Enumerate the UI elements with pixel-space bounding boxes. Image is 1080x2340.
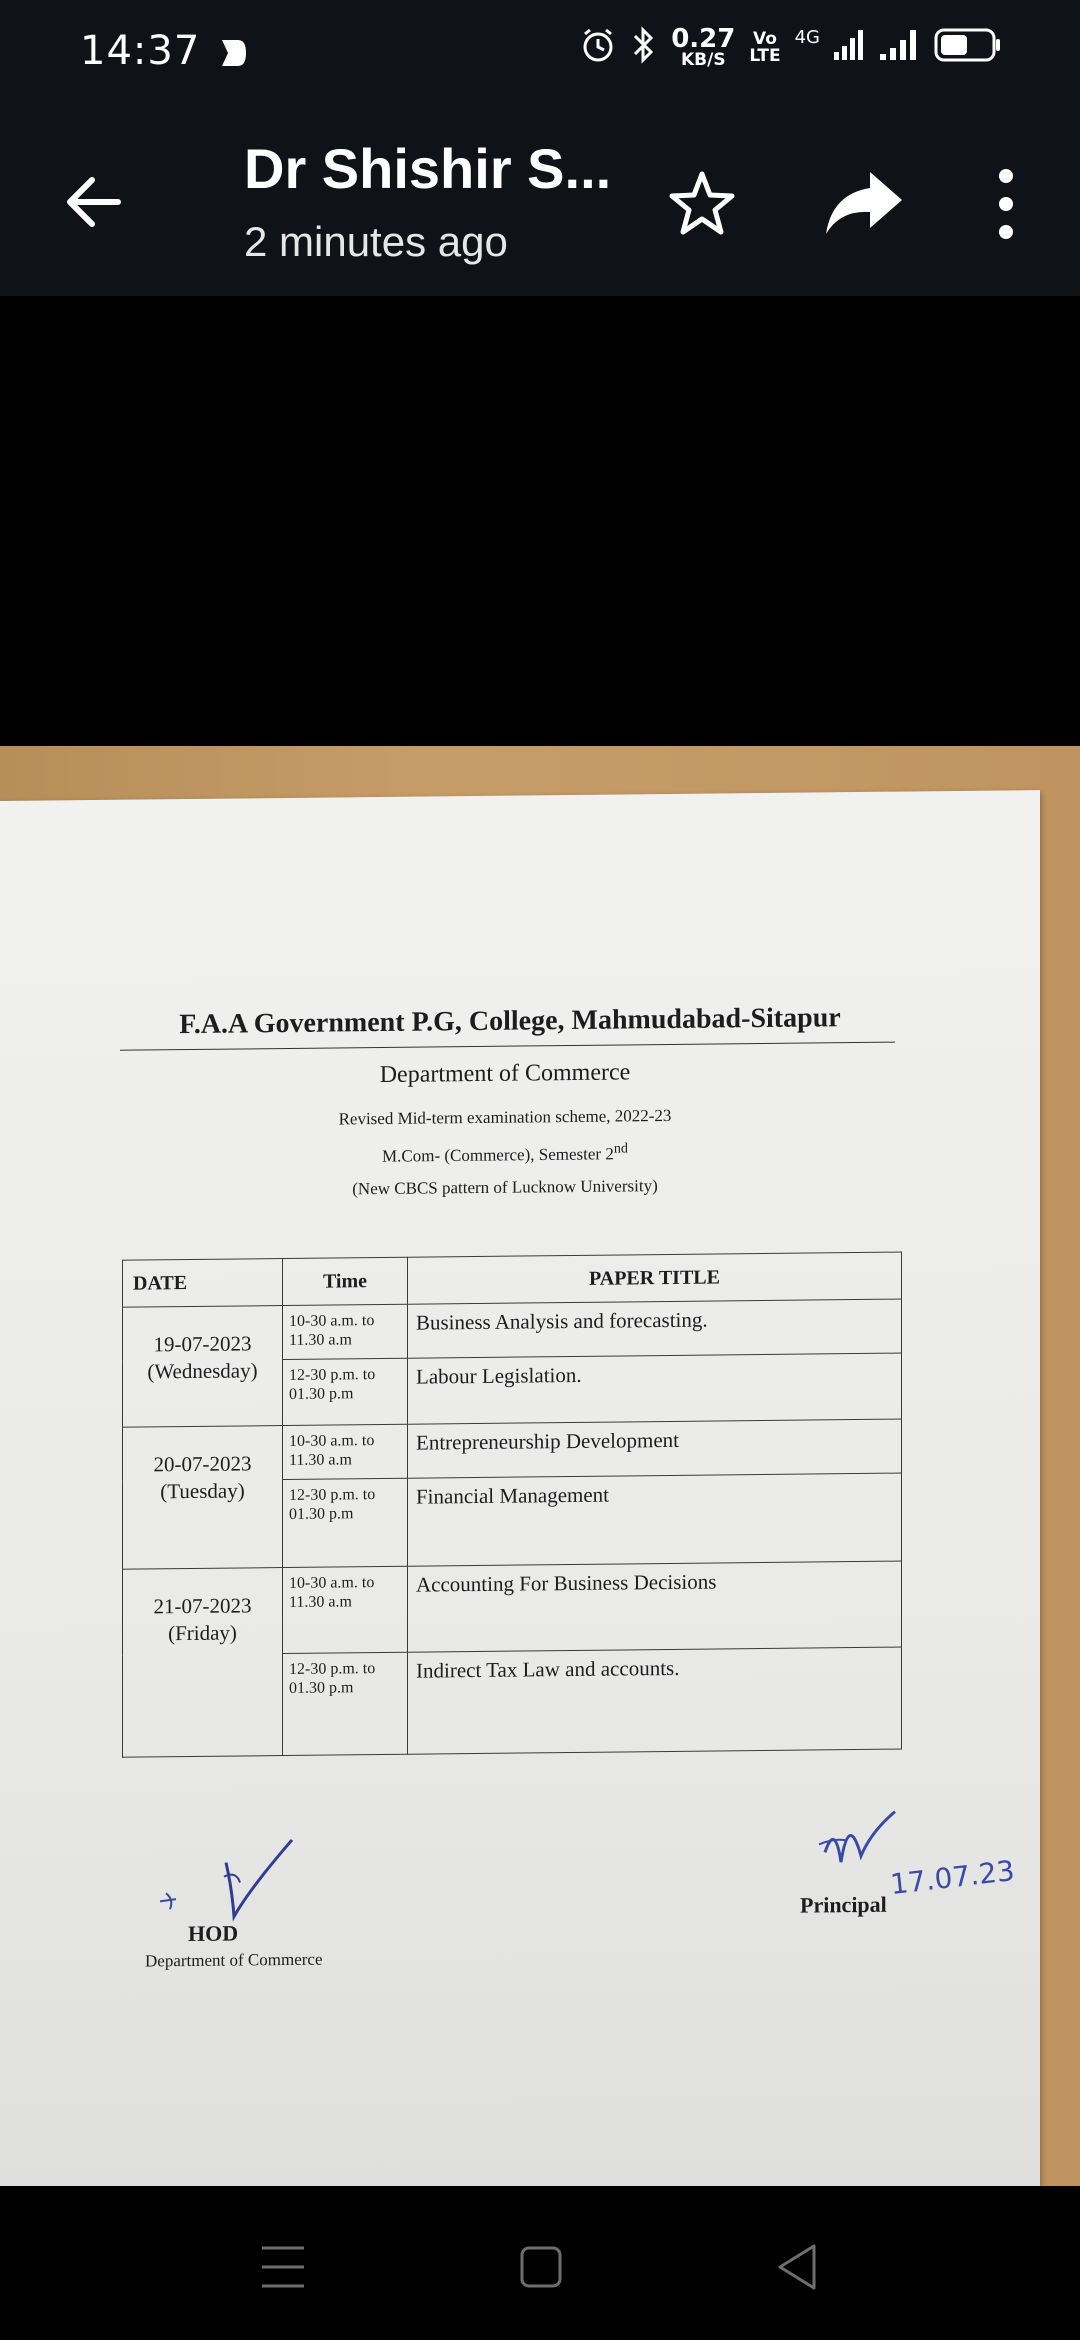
paper-title-cell: Indirect Tax Law and accounts. xyxy=(408,1647,902,1754)
hod-signature xyxy=(130,1818,330,1930)
network-type: 4G xyxy=(794,27,820,48)
hod-department: Department of Commerce xyxy=(145,1949,323,1971)
forward-button[interactable] xyxy=(824,170,904,238)
message-time: 2 minutes ago xyxy=(244,218,508,265)
paper-title-cell: Entrepreneurship Development xyxy=(408,1419,902,1478)
system-nav-bar xyxy=(0,2200,1080,2340)
speed-value: 0.27 xyxy=(671,24,736,54)
exam-day: (Wednesday) xyxy=(147,1358,258,1384)
time-cell: 12-30 p.m. to 01.30 p.m xyxy=(283,1652,408,1755)
forward-arrow-icon xyxy=(824,170,904,238)
principal-signature-date: 17.07.23 xyxy=(888,1853,1017,1902)
more-options-button[interactable] xyxy=(986,166,1026,242)
status-bar xyxy=(0,0,1080,100)
more-vert-icon xyxy=(986,166,1026,242)
pattern-note: (New CBCS pattern of Lucknow University) xyxy=(352,1176,658,1199)
document-photo[interactable] xyxy=(0,746,1080,2186)
star-outline-icon xyxy=(664,166,740,242)
exam-date: 19-07-2023 xyxy=(153,1331,252,1357)
exam-date: 20-07-2023 xyxy=(153,1451,252,1477)
table-row xyxy=(123,1299,902,1361)
exam-schedule-table xyxy=(122,1252,902,1758)
image-viewer[interactable] xyxy=(0,296,1080,2246)
volte-bottom: LTE xyxy=(749,45,781,66)
bluetooth-icon xyxy=(631,26,657,69)
signal-icon-sim1 xyxy=(834,30,864,65)
square-home-icon xyxy=(516,2242,566,2292)
table-header-row xyxy=(123,1252,902,1307)
speed-unit: KB/S xyxy=(680,50,726,70)
volte-indicator xyxy=(749,28,781,66)
menu-lines-icon xyxy=(258,2242,308,2292)
signal-icon-sim2 xyxy=(878,30,920,65)
arrow-back-icon xyxy=(58,166,130,238)
course-text: M.Com- (Commerce), Semester 2 xyxy=(382,1144,614,1166)
volte-top: Vo xyxy=(753,28,777,49)
paper-title-cell: Business Analysis and forecasting. xyxy=(408,1299,902,1358)
college-name: F.A.A Government P.G, College, Mahmudabad-Sitapur xyxy=(179,1002,841,1041)
course-name xyxy=(0,1136,1010,1170)
paper-sheet xyxy=(0,790,1040,2186)
exam-day: (Tuesday) xyxy=(160,1478,245,1504)
hod-label: HOD xyxy=(188,1920,239,1947)
app-bar xyxy=(0,100,1080,296)
table-row xyxy=(123,1561,902,1655)
principal-label: Principal xyxy=(800,1891,887,1918)
system-back-button[interactable] xyxy=(772,2240,822,2294)
status-time: 14:37 xyxy=(80,28,201,74)
header-date: DATE xyxy=(123,1259,283,1308)
network-speed xyxy=(671,26,735,69)
battery-icon xyxy=(934,28,1002,67)
chat-title: Dr Shishir S... xyxy=(244,137,612,200)
back-button[interactable] xyxy=(58,166,130,238)
exam-scheme: Revised Mid-term examination scheme, 2022-23 xyxy=(338,1105,672,1129)
exam-date: 21-07-2023 xyxy=(153,1593,252,1619)
date-cell xyxy=(123,1426,283,1570)
paper-title-cell: Financial Management xyxy=(408,1473,902,1566)
paper-title-cell: Labour Legislation. xyxy=(408,1353,902,1424)
alarm-icon xyxy=(579,26,617,69)
date-cell xyxy=(123,1568,283,1758)
app-notification-icon xyxy=(216,36,250,75)
course-sup: nd xyxy=(613,1140,628,1157)
exam-day: (Friday) xyxy=(168,1620,237,1646)
date-cell xyxy=(123,1306,283,1428)
star-button[interactable] xyxy=(664,166,740,242)
heading-underline xyxy=(120,1042,895,1051)
home-button[interactable] xyxy=(516,2242,566,2292)
time-cell: 10-30 a.m. to 11.30 a.m xyxy=(283,1566,408,1653)
recents-button[interactable] xyxy=(258,2242,308,2292)
time-cell: 10-30 a.m. to 11.30 a.m xyxy=(283,1304,408,1359)
table-row xyxy=(123,1419,902,1481)
department-name: Department of Commerce xyxy=(379,1059,631,1089)
document-content xyxy=(0,790,1040,1971)
header-paper-title: PAPER TITLE xyxy=(408,1252,902,1304)
time-cell: 12-30 p.m. to 01.30 p.m xyxy=(283,1358,408,1425)
paper-title-cell: Accounting For Business Decisions xyxy=(408,1561,902,1652)
status-icons xyxy=(579,26,1002,69)
header-time: Time xyxy=(283,1257,408,1305)
time-cell: 12-30 p.m. to 01.30 p.m xyxy=(283,1478,408,1567)
triangle-back-icon xyxy=(772,2240,822,2294)
time-cell: 10-30 a.m. to 11.30 a.m xyxy=(283,1424,408,1479)
